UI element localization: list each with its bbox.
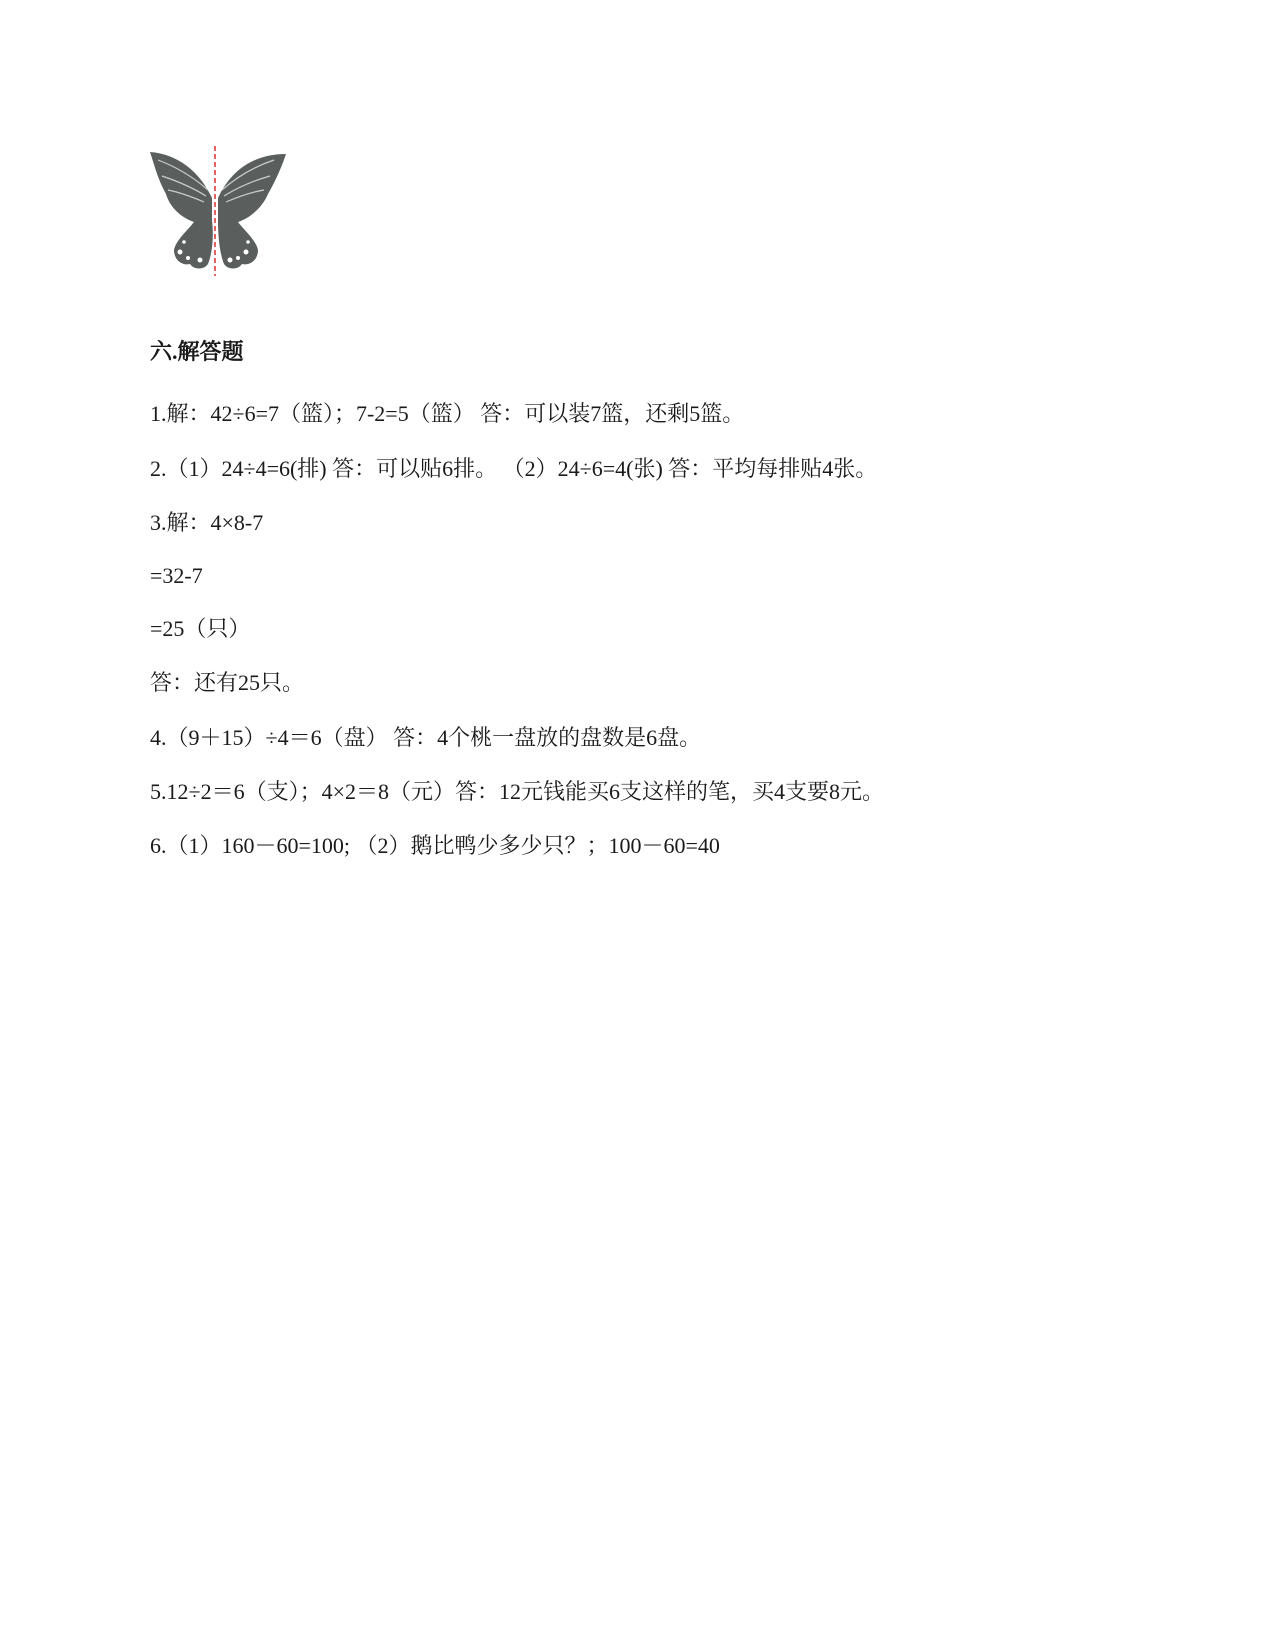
answer-line-4: 4.（9＋15）÷4＝6（盘） 答：4个桃一盘放的盘数是6盘。 <box>150 725 702 750</box>
answer-line-6: 6.（1）160－60=100; （2）鹅比鸭少多少只？；100－60=40 <box>150 833 720 858</box>
answer-line-3-step-1: =32-7 <box>150 563 203 588</box>
butterfly-icon <box>148 146 290 276</box>
answer-line-5: 5.12÷2＝6（支）；4×2＝8（元）答：12元钱能买6支这样的笔，买4支要8元。 <box>150 779 884 804</box>
answer-line-2: 2.（1）24÷4=6(排) 答：可以贴6排。 （2）24÷6=4(张) 答：平均每排贴4张。 <box>150 456 878 481</box>
answer-line-1: 1.解：42÷6=7（篮）；7-2=5（篮） 答：可以装7篮，还剩5篮。 <box>150 401 745 426</box>
answer-line-3-conclusion: 答：还有25只。 <box>150 670 305 695</box>
answer-line-3: 3.解：4×8-7 <box>150 510 264 535</box>
section-title: 六.解答题 <box>150 339 244 364</box>
answer-line-3-step-2: =25（只） <box>150 616 251 641</box>
